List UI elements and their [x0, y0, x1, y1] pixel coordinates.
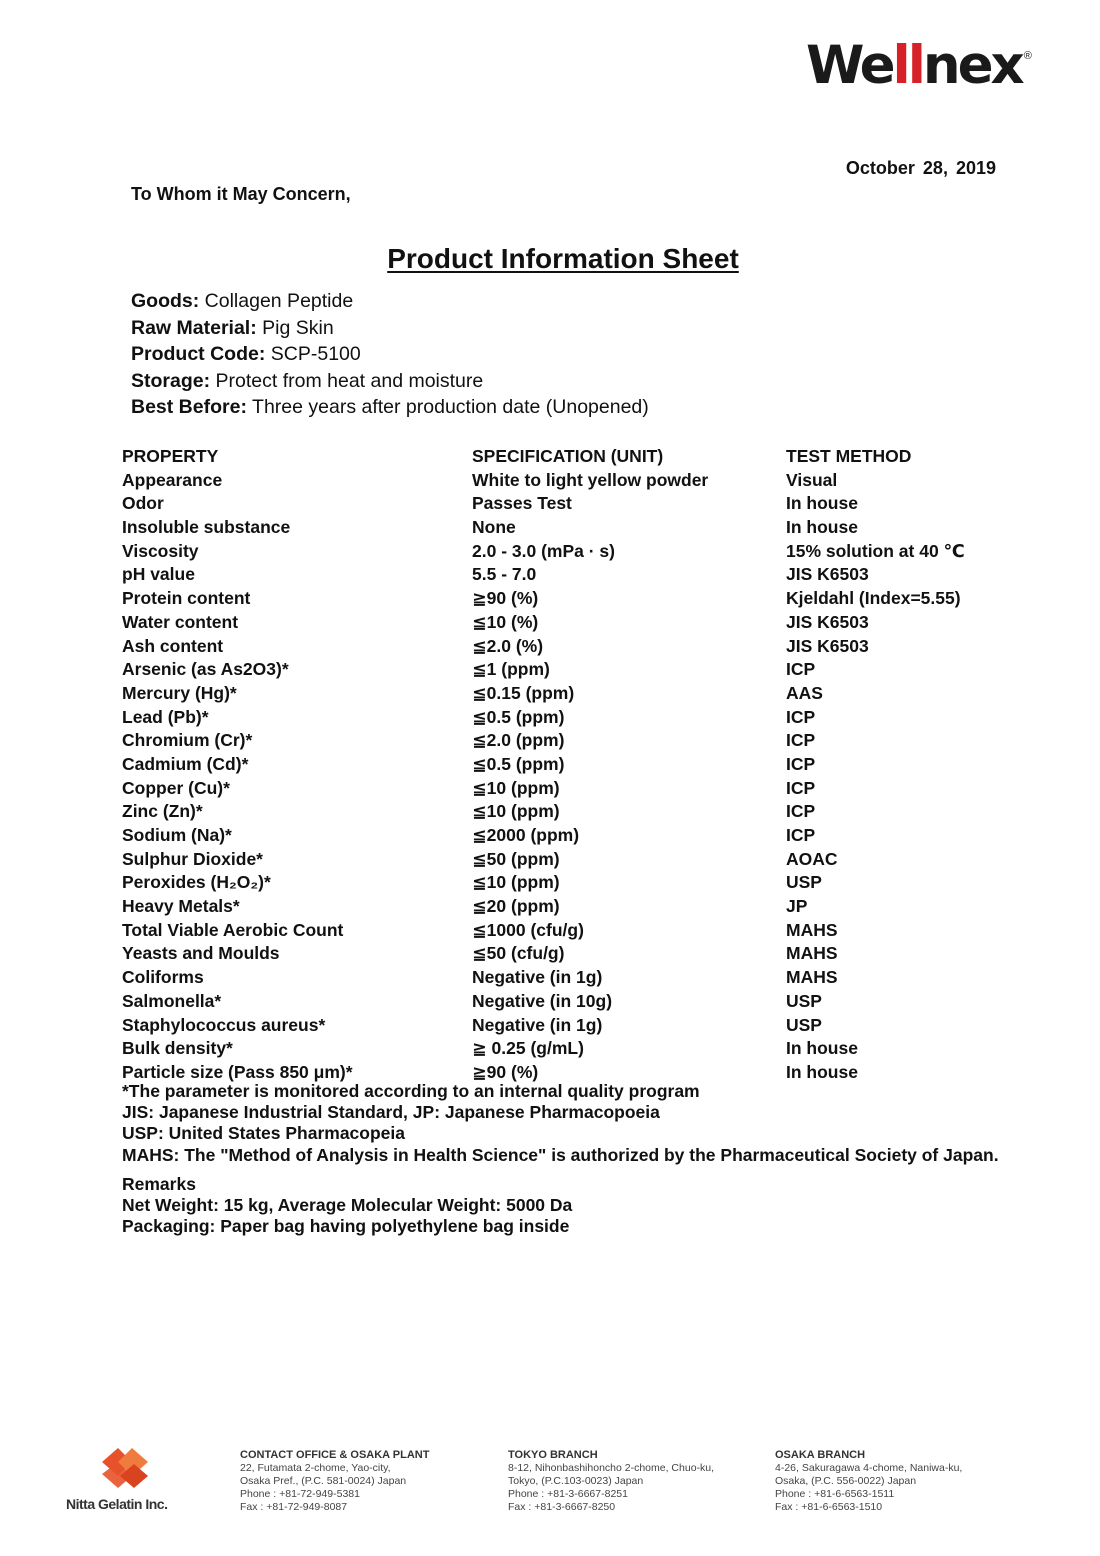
test-method-cell: ICP [786, 730, 816, 751]
specification-cell: Negative (in 10g) [472, 990, 613, 1011]
test-method-cell: JIS K6503 [786, 611, 869, 632]
test-method-cell: In house [786, 517, 858, 538]
property-cell: Viscosity [122, 540, 199, 561]
property-cell: Coliforms [122, 967, 204, 988]
specification-cell: ≧ 0.25 (g/mL) [472, 1038, 584, 1059]
test-method-cell: USP [786, 1014, 822, 1035]
property-cell: Bulk density* [122, 1038, 233, 1059]
registered-mark: ® [1023, 50, 1032, 62]
goods-label: Goods: [131, 290, 200, 312]
fax-line: Fax : +81-3-6667-8250 [508, 1501, 616, 1513]
address-line: 4-26, Sakuragawa 4-chome, Naniwa-ku, [775, 1462, 963, 1474]
goods-label: Storage: [131, 369, 211, 392]
specification-cell: ≦0.5 (ppm) [472, 706, 565, 727]
test-method-cell: Kjeldahl (Index=5.55) [786, 588, 961, 609]
specification-cell: ≦20 (ppm) [472, 896, 560, 917]
header-property: PROPERTY [122, 446, 219, 466]
phone-line: Phone : +81-72-949-5381 [240, 1488, 360, 1500]
phone-line: Phone : +81-3-6667-8251 [508, 1488, 628, 1500]
specification-cell: ≦10 (ppm) [472, 777, 560, 798]
specification-cell: ≦1 (ppm) [472, 659, 550, 680]
goods-row [131, 342, 649, 369]
test-method-cell: USP [786, 872, 822, 893]
goods-row [131, 289, 649, 316]
wellnex-logo [806, 36, 1032, 96]
remarks-heading: Remarks [122, 1173, 196, 1194]
specification-cell: ≦2.0 (ppm) [472, 730, 565, 751]
nitta-logo-mark-icon [98, 1446, 152, 1490]
office-heading: TOKYO BRANCH [508, 1449, 598, 1461]
test-method-cell: JIS K6503 [786, 564, 869, 585]
property-cell: Ash content [122, 635, 224, 656]
page-title: Product Information Sheet [387, 243, 739, 274]
specification-cell: ≧90 (%) [472, 588, 539, 609]
fax-line: Fax : +81-6-6563-1510 [775, 1501, 883, 1513]
note-line: MAHS: The "Method of Analysis in Health Science" is authorized by the Pharmaceutical Society of Japan. [122, 1144, 999, 1165]
property-cell: Staphylococcus aureus* [122, 1014, 326, 1035]
note-line: *The parameter is monitored according to an internal quality program [122, 1081, 700, 1101]
address-line: Osaka Pref., (P.C. 581-0024) Japan [240, 1475, 407, 1487]
specification-cell: 2.0 - 3.0 (mPa · s) [472, 540, 615, 561]
property-cell: Arsenic (as As2O3)* [122, 659, 289, 680]
specification-cell: Negative (in 1g) [472, 1014, 603, 1035]
test-method-cell: JIS K6503 [786, 635, 869, 656]
test-method-cell: ICP [786, 706, 816, 727]
note-line: USP: United States Pharmacopeia [122, 1123, 405, 1144]
goods-value: Pig Skin [262, 316, 334, 339]
property-cell: Water content [122, 611, 239, 632]
property-cell: Appearance [122, 469, 223, 490]
property-cell: Total Viable Aerobic Count [122, 919, 344, 940]
specification-cell: ≦50 (cfu/g) [472, 943, 565, 964]
test-method-cell: ICP [786, 825, 816, 845]
property-cell: Chromium (Cr)* [122, 730, 253, 751]
nitta-gelatin-logo [66, 1446, 196, 1512]
goods-label: Raw Material: [131, 316, 257, 339]
goods-value: Three years after production date (Unopened) [252, 396, 649, 419]
goods-label: Best Before: [131, 396, 247, 419]
specification-cell: None [472, 517, 516, 538]
specification-cell: White to light yellow powder [472, 469, 709, 490]
office-heading: CONTACT OFFICE & OSAKA PLANT [240, 1449, 430, 1461]
property-cell: Insoluble substance [122, 517, 291, 538]
test-method-cell: Visual [786, 469, 838, 490]
property-cell: Heavy Metals* [122, 896, 240, 917]
property-cell: Sulphur Dioxide* [122, 848, 263, 869]
specification-cell: ≧90 (%) [472, 1061, 539, 1082]
test-method-cell: ICP [786, 801, 816, 822]
fax-line: Fax : +81-72-949-8087 [240, 1501, 348, 1513]
property-cell: Salmonella* [122, 990, 222, 1011]
remarks-line: Packaging: Paper bag having polyethylene bag inside [122, 1216, 570, 1237]
specification-cell: ≦2.0 (%) [472, 635, 544, 656]
property-cell: Yeasts and Moulds [122, 943, 280, 964]
address-line: Osaka, (P.C. 556-0022) Japan [775, 1475, 917, 1487]
goods-row [131, 316, 649, 343]
document-date: October 28, 2019 [845, 158, 996, 178]
address-line: 22, Futamata 2-chome, Yao-city, [240, 1462, 391, 1474]
test-method-cell: ICP [786, 659, 816, 680]
test-method-cell: In house [786, 493, 858, 514]
test-method-cell: MAHS [786, 943, 838, 964]
office-heading: OSAKA BRANCH [775, 1449, 866, 1461]
goods-info [131, 289, 649, 422]
property-cell: Cadmium (Cd)* [122, 753, 249, 774]
property-cell: Protein content [122, 588, 251, 609]
goods-label: Product Code: [131, 343, 266, 366]
specification-cell: Passes Test [472, 493, 572, 514]
specification-cell: ≦50 (ppm) [472, 848, 560, 869]
specification-cell: ≦1000 (cfu/g) [472, 919, 584, 940]
osaka-branch-address [775, 1449, 962, 1514]
goods-value: Protect from heat and moisture [215, 369, 484, 392]
test-method-cell: ICP [786, 777, 816, 798]
salutation: To Whom it May Concern, [131, 184, 351, 204]
test-method-cell: JP [786, 896, 808, 917]
phone-line: Phone : +81-6-6563-1511 [775, 1488, 895, 1500]
test-method-cell: MAHS [786, 967, 838, 988]
property-cell: Copper (Cu)* [122, 777, 230, 798]
property-cell: pH value [122, 564, 195, 585]
property-cell: Mercury (Hg)* [122, 682, 237, 703]
goods-row [131, 395, 649, 422]
address-line: Tokyo, (P.C.103-0023) Japan [508, 1475, 644, 1487]
goods-value: SCP-5100 [270, 343, 361, 366]
goods-value: Collagen Peptide [204, 290, 354, 312]
test-method-cell: 15% solution at 40 ℃ [786, 540, 965, 561]
address-line: 8-12, Nihonbashihoncho 2-chome, Chuo-ku, [508, 1462, 715, 1474]
test-method-cell: ICP [786, 753, 816, 774]
property-cell: Particle size (Pass 850 μm)* [122, 1061, 353, 1082]
specification-cell: ≦0.15 (ppm) [472, 682, 575, 703]
test-method-cell: AOAC [786, 848, 838, 869]
test-method-cell: In house [786, 1061, 858, 1082]
tokyo-branch-address [508, 1449, 714, 1514]
contact-office-address [240, 1449, 429, 1514]
property-cell: Lead (Pb)* [122, 706, 209, 727]
specification-cell: ≦10 (%) [472, 611, 539, 632]
property-cell: Odor [122, 493, 164, 514]
logo-wordmark: Wellnex [806, 35, 1022, 96]
specification-cell: ≦10 (ppm) [472, 872, 560, 893]
test-method-cell: MAHS [786, 919, 838, 940]
specification-cell: ≦2000 (ppm) [472, 825, 580, 845]
test-method-cell: In house [786, 1038, 858, 1059]
specification-cell: ≦10 (ppm) [472, 801, 560, 822]
remarks-line: Net Weight: 15 kg, Average Molecular Weight: 5000 Da [122, 1195, 573, 1216]
goods-row [131, 369, 649, 396]
note-line: JIS: Japanese Industrial Standard, JP: Japanese Pharmacopoeia [122, 1102, 660, 1123]
specification-cell: ≦0.5 (ppm) [472, 753, 565, 774]
header-specification: SPECIFICATION (UNIT) [472, 446, 664, 466]
property-cell: Zinc (Zn)* [122, 801, 203, 822]
footer-company-name: Nitta Gelatin Inc. [66, 1496, 168, 1512]
specification-cell: 5.5 - 7.0 [472, 564, 537, 585]
specification-cell: Negative (in 1g) [472, 967, 603, 988]
footnotes [122, 1081, 1030, 1237]
test-method-cell: USP [786, 990, 822, 1011]
test-method-cell: AAS [786, 682, 823, 703]
property-cell: Sodium (Na)* [122, 825, 232, 845]
header-test-method: TEST METHOD [786, 446, 912, 466]
property-cell: Peroxides (H₂O₂)* [122, 872, 271, 893]
